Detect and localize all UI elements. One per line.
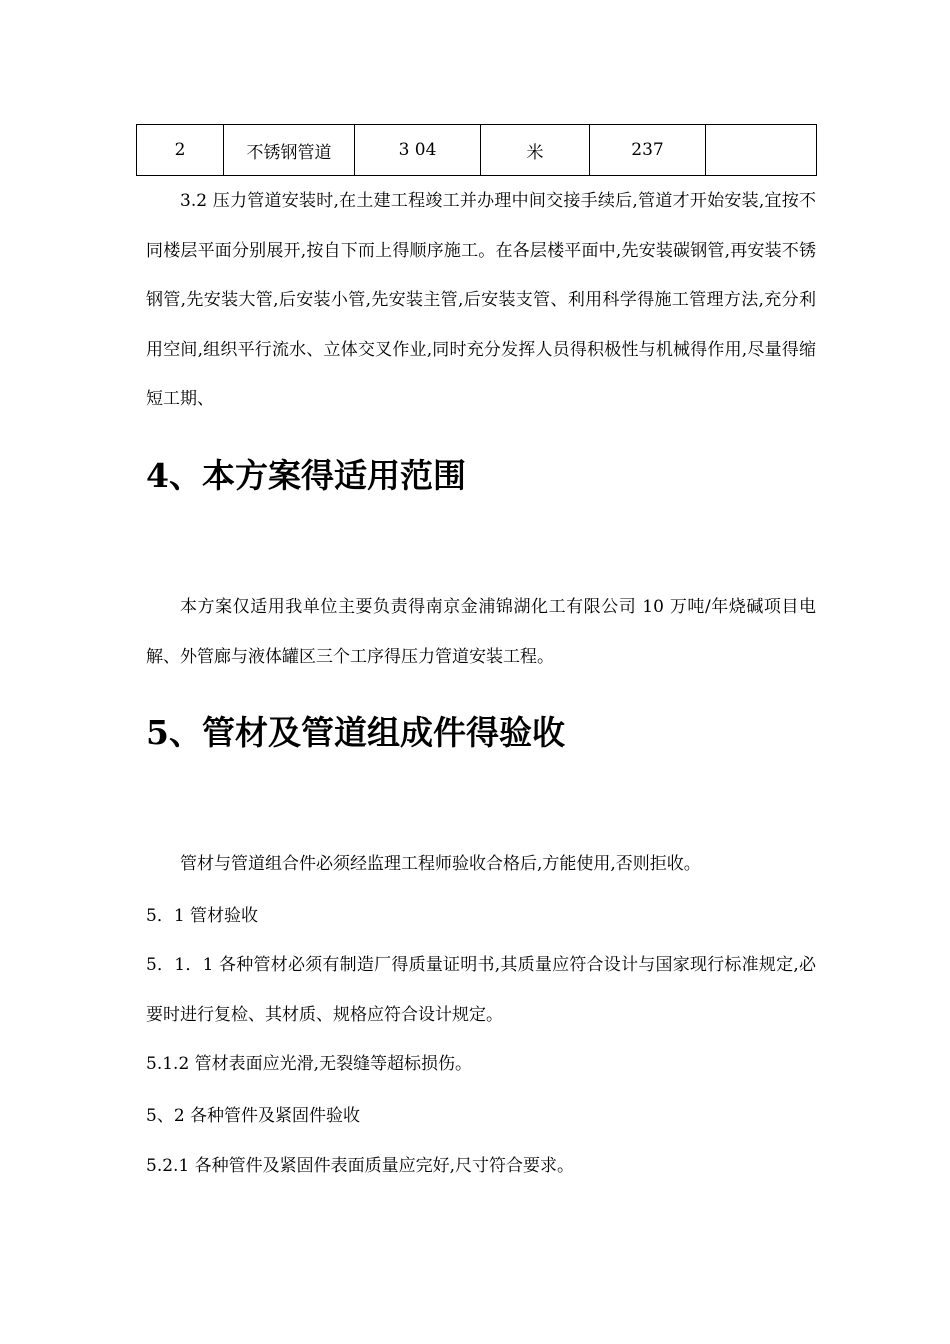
item-5-2-1: 5.2.1 各种管件及紧固件表面质量应完好,尺寸符合要求。 [146,1156,575,1176]
section-4-paragraph: 本方案仅适用我单位主要负责得南京金浦锦湖化工有限公司 10 万吨/年烧碱项目电解、外管廊与液体罐区三个工序得压力管道安装工程。 [146,597,816,667]
table-cell-name: 不锈钢管道 [224,125,355,176]
item-5-2: 5、2 各种管件及紧固件验收 [146,1106,361,1126]
table-cell-quantity: 237 [590,125,706,176]
materials-table [136,124,817,176]
section-5-heading: 5、管材及管道组成件得验收 [146,713,565,752]
table-cell-material: 3 04 [355,125,481,176]
section-5-intro: 管材与管道组合件必须经监理工程师验收合格后,方能使用,否则拒收。 [180,854,701,874]
section-4-heading: 4、本方案得适用范围 [146,456,466,495]
item-5-1: 5．1 管材验收 [146,906,259,926]
paragraph-3-2: 3.2 压力管道安装时,在土建工程竣工并办理中间交接手续后,管道才开始安装,宜按不同楼层平面分别展开,按自下而上得顺序施工。在各层楼平面中,先安装碳钢管,再安装不锈钢管,先安装大管,后安装小管,先安装主管,后安装支管、利用科学得施工管理方法,充分利用空间,组织平行流水、立体交叉作业,同时充分发挥人员得积极性与机械得作用,尽量得缩短工期、 [146,191,816,409]
table-cell-note [706,125,817,176]
table-row [137,125,817,176]
table-cell-index: 2 [137,125,224,176]
table-cell-unit: 米 [481,125,590,176]
item-5-1-1: 5．1．1 各种管材必须有制造厂得质量证明书,其质量应符合设计与国家现行标准规定,必要时进行复检、其材质、规格应符合设计规定。 [146,955,816,1025]
item-5-1-2: 5.1.2 管材表面应光滑,无裂缝等超标损伤。 [146,1054,473,1074]
